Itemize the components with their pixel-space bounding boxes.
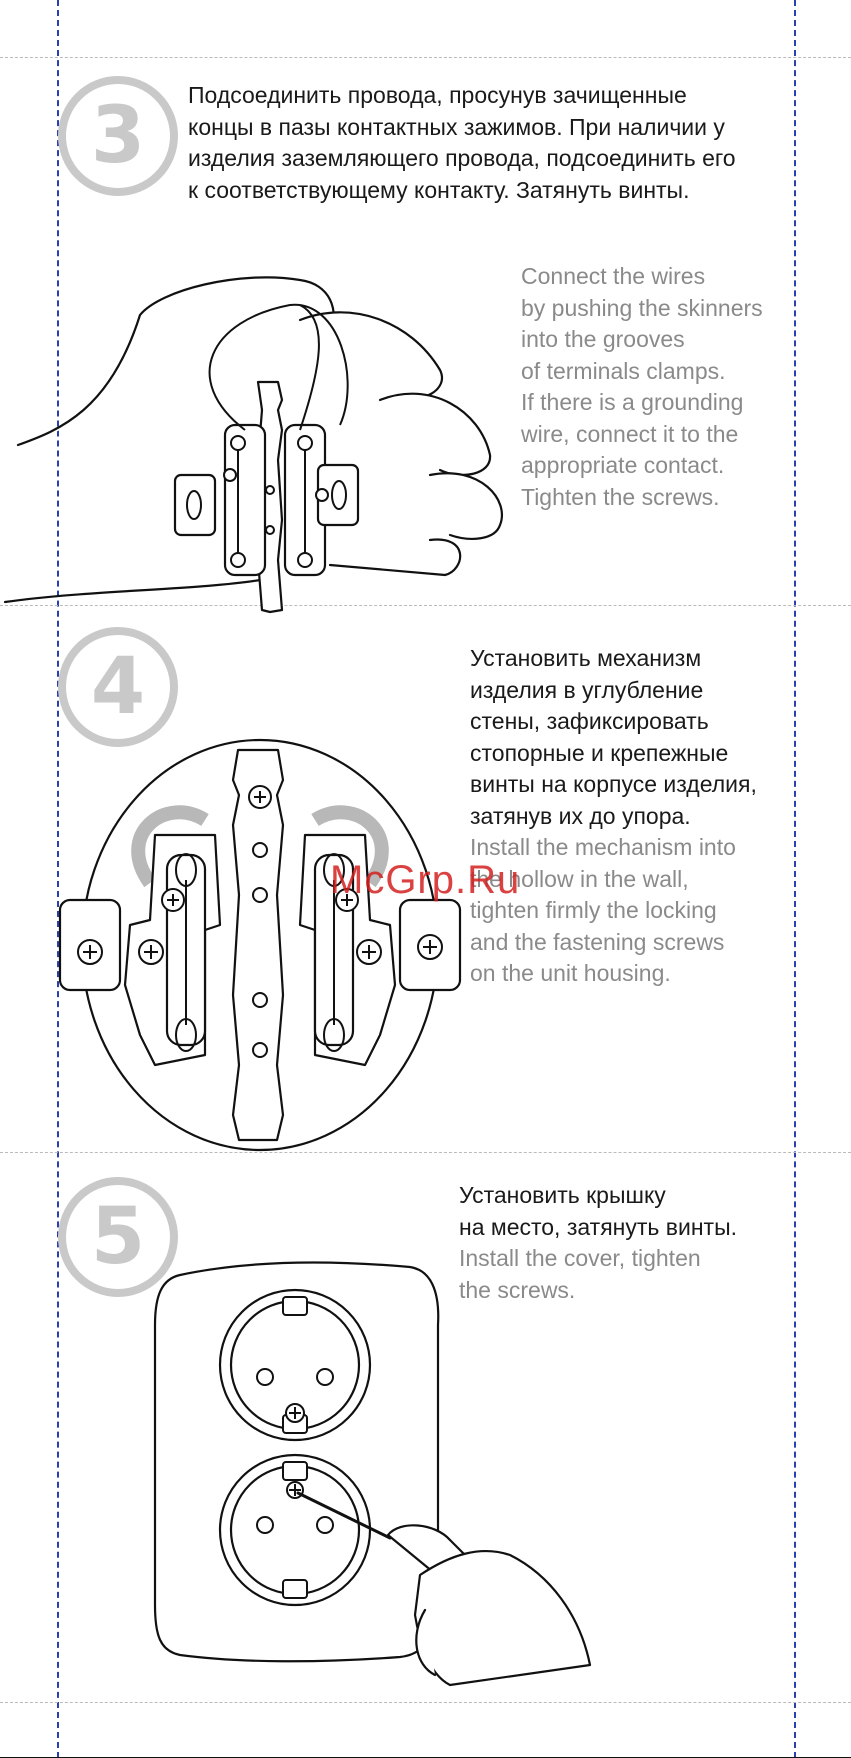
step-number-5: 5 [58,1177,178,1297]
text-line: Установить крышку [459,1182,666,1208]
step-number-3: 3 [58,76,178,196]
text-line: стопорные и крепежные [470,739,729,766]
text-line: by pushing the skinners [521,294,763,321]
text-line: the screws. [459,1276,576,1303]
step-5-ru-text [459,1180,737,1243]
text-line: Connect the wires [521,263,706,289]
text-line: Подсоединить провода, просунув зачищенные [188,82,687,108]
text-line: изделия в углубление [470,676,704,703]
text-line: концы в пазы контактных зажимов. При наличии у [188,113,725,140]
text-line: Install the mechanism into [470,834,736,860]
text-line: and the fastening screws [470,928,725,955]
mechanism-illustration [55,735,465,1155]
step-4-text [470,643,757,990]
fold-line-top [0,57,851,58]
text-line: the hollow in the wall, [470,865,689,892]
text-line: wire, connect it to the [521,420,739,447]
text-line: на место, затянуть винты. [459,1213,737,1240]
text-line: Tighten the screws. [521,483,720,510]
text-line: затянув их до упора. [470,802,691,829]
text-line: If there is a grounding [521,389,744,415]
step-number-4: 4 [58,627,178,747]
step-4-ru-text [470,643,757,832]
text-line: tighten firmly the locking [470,897,717,923]
text-line: винты на корпусе изделия, [470,771,757,797]
text-line: изделия заземляющего провода, подсоединить его [188,145,736,171]
text-line: Установить механизм [470,645,702,671]
text-line: Install the cover, tighten [459,1245,701,1271]
hand-wiring-illustration [0,260,510,620]
text-line: on the unit housing. [470,960,671,986]
text-line: into the grooves [521,326,685,352]
watermark: McGrp.Ru [330,858,521,902]
step-3-ru-text [188,80,736,206]
socket-cover-illustration [150,1255,650,1725]
text-line: стены, зафиксировать [470,708,709,734]
text-line: к соответствующему контакту. Затянуть винты. [188,176,690,203]
right-guide-line [794,0,796,1758]
step-3-en-text [521,261,763,513]
text-line: of terminals clamps. [521,357,726,384]
text-line: appropriate contact. [521,452,725,478]
step-4-en-text [470,832,757,990]
